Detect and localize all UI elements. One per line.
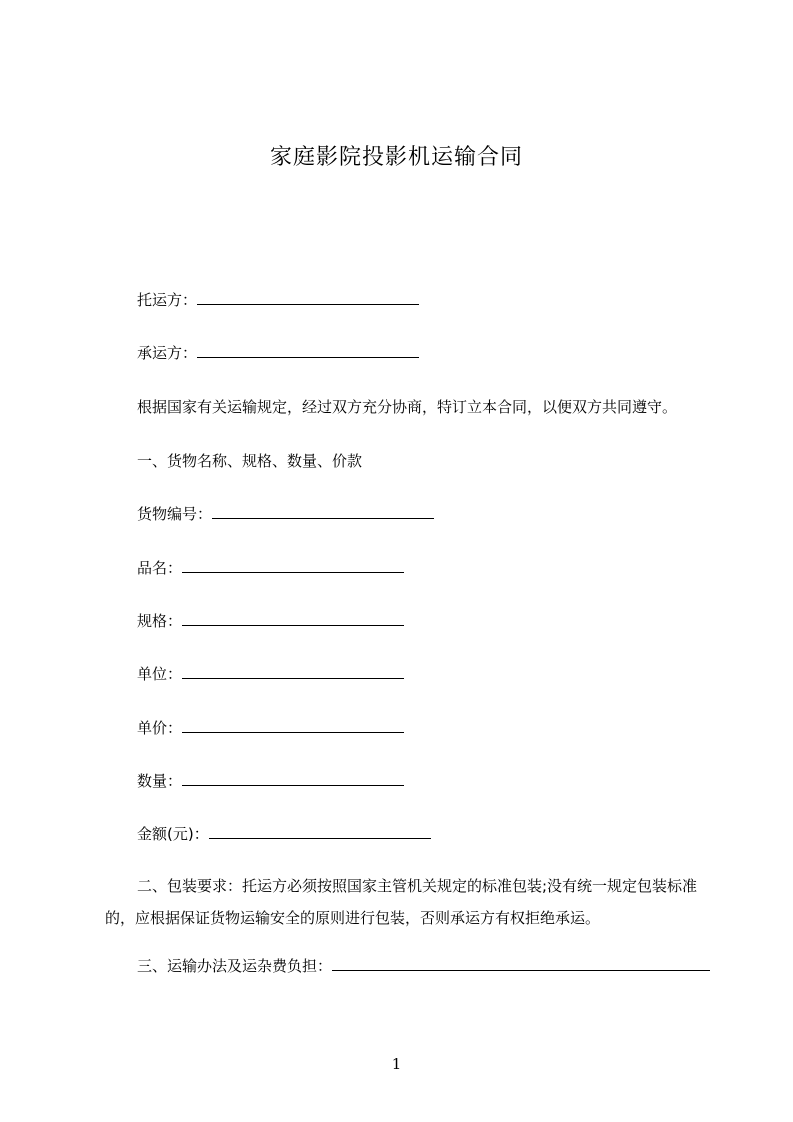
section3-blank[interactable] bbox=[332, 956, 688, 971]
goods-number-line bbox=[137, 504, 434, 524]
section3-label: 三、运输办法及运杂费负担： bbox=[137, 957, 333, 975]
specification-line bbox=[137, 611, 404, 631]
unit-price-blank[interactable] bbox=[182, 718, 404, 733]
section1-heading: 一、货物名称、规格、数量、价款 bbox=[137, 452, 363, 470]
section3-blank-continued[interactable] bbox=[688, 956, 710, 971]
product-name-blank[interactable] bbox=[182, 558, 404, 573]
carrier-line bbox=[137, 343, 419, 363]
amount-line bbox=[137, 824, 431, 844]
document-title: 家庭影院投影机运输合同 bbox=[269, 145, 523, 170]
field-label: 规格： bbox=[137, 612, 183, 630]
specification-blank[interactable] bbox=[182, 611, 404, 626]
field-label: 品名： bbox=[137, 559, 183, 577]
field-label: 货物编号： bbox=[137, 505, 213, 523]
section2-packaging: 二、包装要求：托运方必须按照国家主管机关规定的标准包装;没有统一规定包装标准的，应根据保证货物运输安全的原则进行包装，否则承运方有权拒绝承运。 bbox=[105, 877, 698, 927]
field-label: 金额(元)： bbox=[137, 825, 209, 843]
unit-price-line bbox=[137, 718, 404, 738]
product-name-line bbox=[137, 558, 404, 578]
carrier-blank[interactable] bbox=[197, 343, 419, 358]
goods-number-blank[interactable] bbox=[212, 504, 434, 519]
quantity-line bbox=[137, 771, 404, 791]
field-label: 单价： bbox=[137, 719, 183, 737]
shipper-label: 托运方： bbox=[137, 291, 198, 309]
shipper-line bbox=[137, 290, 419, 310]
quantity-blank[interactable] bbox=[182, 771, 404, 786]
unit-blank[interactable] bbox=[182, 664, 404, 679]
intro-text: 根据国家有关运输规定，经过双方充分协商，特订立本合同，以便双方共同遵守。 bbox=[137, 398, 678, 416]
section3-transport bbox=[105, 950, 715, 982]
carrier-label: 承运方： bbox=[137, 344, 198, 362]
amount-blank[interactable] bbox=[209, 824, 431, 839]
page-number: 1 bbox=[391, 1055, 402, 1073]
field-label: 数量： bbox=[137, 772, 183, 790]
field-label: 单位： bbox=[137, 665, 183, 683]
shipper-blank[interactable] bbox=[197, 290, 419, 305]
unit-line bbox=[137, 664, 404, 684]
